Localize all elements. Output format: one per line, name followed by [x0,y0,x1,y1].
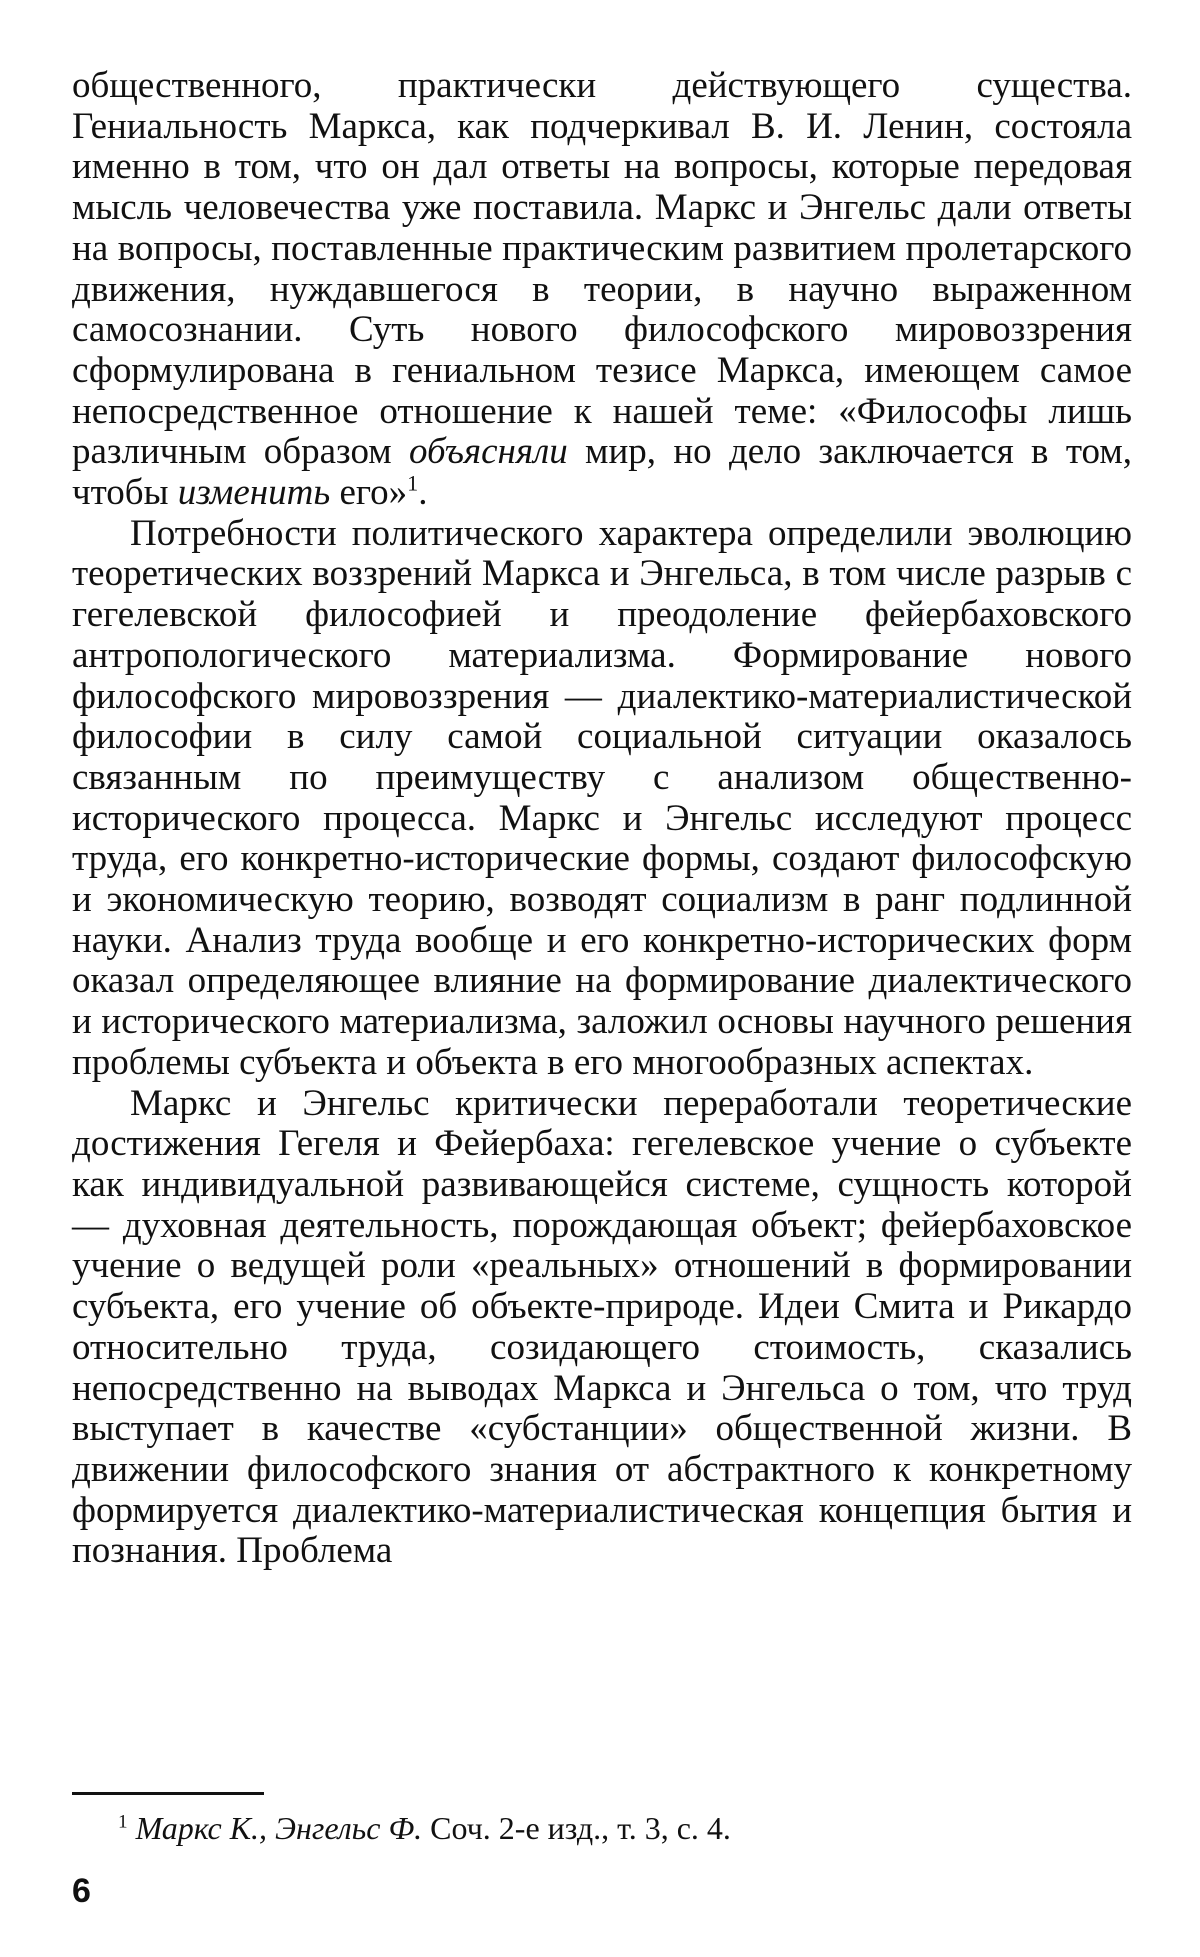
paragraph-1 [72,66,1132,514]
paragraph-1-text-e: его» [330,472,408,514]
paragraph-2: Потребности политического характера определили эволюцию теоретических воззрений Маркса и Энгельса, в том числе разрыв с гегелевской философией и преодоление фейербаховского антропологического материализма. Формирование нового философского мировоззрения — диалектико-материалистической философии в силу самой социальной ситуации оказалось связанным по преимуществу с анализом общественно-исторического процесса. Маркс и Энгельс исследуют процесс труда, его конкретно-исторические формы, создают философскую и экономическую теорию, возводят социализм в ранг подлинной науки. Анализ труда вообще и его конкретно-исторических форм оказал определяющее влияние на формирование диалектического и исторического материализма, заложил основы научного решения проблемы субъекта и объекта в его многообразных аспектах. [72,512,1132,1083]
footnote [118,1808,731,1848]
footnote-divider [72,1792,264,1795]
footnote-authors: Маркс К., Энгельс Ф. [135,1810,423,1846]
emphasis-explained: объясняли [409,431,568,473]
document-body [72,66,1132,1572]
page-number: 6 [72,1872,91,1910]
footnote-source: Соч. 2-е изд., т. 3, с. 4. [422,1810,731,1846]
paragraph-1-text-a: общественного, практически действующего существа. Гениальность Маркса, как подчеркивал В. И. Ленин, состояла именно в том, что он дал ответы на вопросы, которые передовая мысль человечества уже поставила. Маркс и Энгельс дали ответы на вопросы, поставленные практическим развитием пролетарского движения, нуждавшегося в теории, в научно выраженном самосознании. Суть нового философского мировоззрения сформулирована в гениальном тезисе Маркса, имеющем самое непосредственное отношение к нашей теме: «Философы лишь различным образом [72,65,1132,473]
paragraph-1-text-f: . [418,472,428,514]
paragraph-1-text-c: мир, но дело заключается в том, чтобы [72,431,1132,514]
footnote-marker: 1 [118,1811,128,1833]
emphasis-change: изменить [177,472,331,514]
footnote-ref: 1 [407,470,419,496]
paragraph-3: Маркс и Энгельс критически переработали теоретические достижения Гегеля и Фейербаха: гегелевское учение о субъекте как индивидуальной развивающейся системе, сущность которой — духовная деятельность, порождающая объект; фейербаховское учение о ведущей роли «реальных» отношений в формировании субъекта, его учение об объекте-природе. Идеи Смита и Рикардо относительно труда, созидающего стоимость, сказались непосредственно на выводах Маркса и Энгельса о том, что труд выступает в качестве «субстанции» общественной жизни. В движении философского знания от абстрактного к конкретному формируется диалектико-материалистическая концепция бытия и познания. Проблема [72,1082,1132,1572]
